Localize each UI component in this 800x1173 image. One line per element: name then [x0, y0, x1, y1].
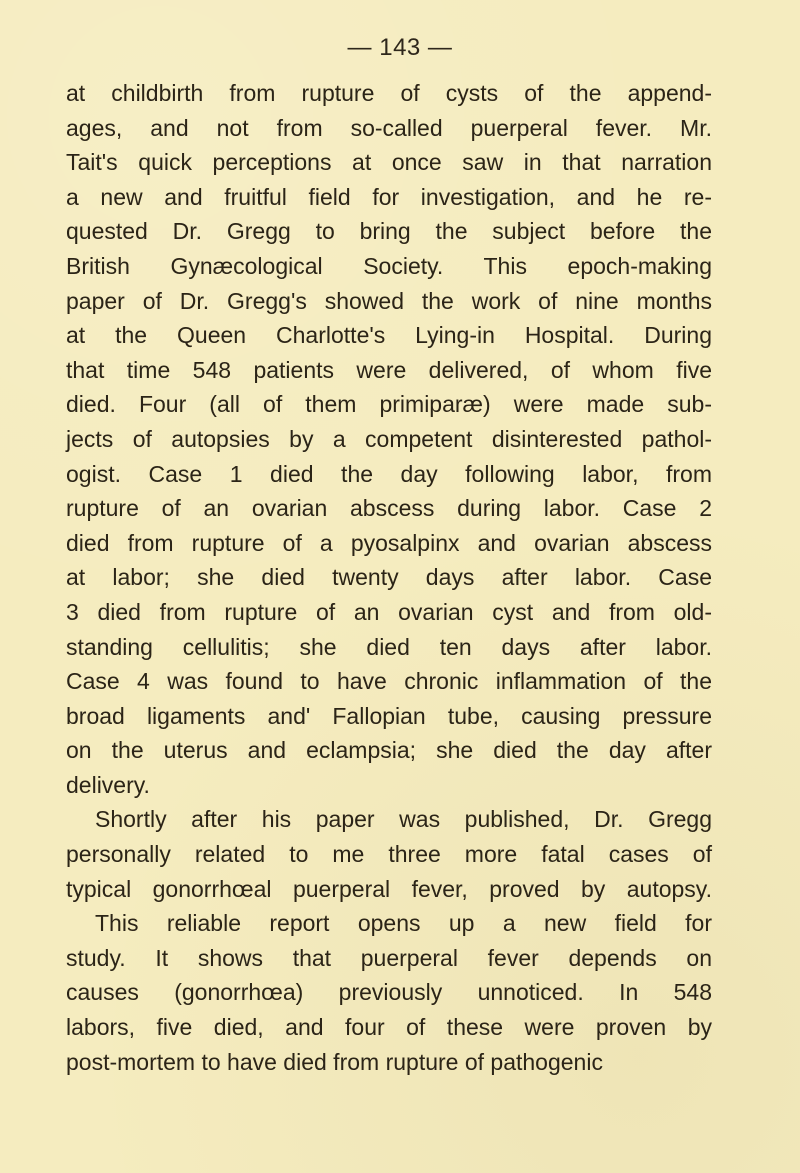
text-line-3: Tait's quick perceptions at once saw in that narration: [66, 149, 712, 176]
page-number: — 143 —: [347, 34, 453, 61]
text-line-8: at the Queen Charlotte's Lying-in Hospital. During: [66, 322, 712, 349]
text-line-13: rupture of an ovarian abscess during labor. Case 2: [66, 495, 712, 522]
text-line-11: jects of autopsies by a competent disinterested pathol-: [66, 425, 712, 452]
text-line-18: Case 4 was found to have chronic inflammation of the: [66, 668, 712, 695]
text-line-16: 3 died from rupture of an ovarian cyst and from old-: [66, 598, 712, 625]
text-line-19: broad ligaments and' Fallopian tube, causing pressure: [66, 702, 712, 729]
text-line-9: that time 548 patients were delivered, of whom five: [66, 356, 712, 383]
text-line-26: study. It shows that puerperal fever depends on: [66, 944, 712, 971]
text-line-4: a new and fruitful field for investigation, and he re-: [66, 183, 712, 210]
text-line-27: causes (gonorrhœa) previously unnoticed. In 548: [66, 979, 712, 1006]
text-line-25: This reliable report opens up a new field for: [95, 910, 712, 937]
text-line-12: ogist. Case 1 died the day following labor, from: [66, 460, 712, 487]
text-line-10: died. Four (all of them primiparæ) were made sub-: [66, 391, 712, 418]
text-line-22: Shortly after his paper was published, Dr. Gregg: [95, 806, 712, 833]
text-line-7: paper of Dr. Gregg's showed the work of nine months: [66, 287, 712, 314]
text-line-5: quested Dr. Gregg to bring the subject before the: [66, 218, 712, 245]
text-line-28: labors, five died, and four of these were proven by: [66, 1014, 712, 1041]
text-line-23: personally related to me three more fatal cases of: [66, 841, 712, 868]
text-line-15: at labor; she died twenty days after labor. Case: [66, 564, 712, 591]
text-line-6: British Gynæcological Society. This epoch-making: [66, 252, 712, 279]
text-line-2: ages, and not from so-called puerperal fever. Mr.: [66, 114, 712, 141]
text-line-21: delivery.: [66, 771, 150, 798]
text-line-1: at childbirth from rupture of cysts of the append-: [66, 80, 712, 106]
text-line-20: on the uterus and eclampsia; she died the day after: [66, 737, 712, 764]
page-text: [66, 76, 712, 1079]
text-line-14: died from rupture of a pyosalpinx and ovarian abscess: [66, 529, 712, 556]
text-line-17: standing cellulitis; she died ten days after labor.: [66, 633, 712, 660]
text-line-24: typical gonorrhœal puerperal fever, proved by autopsy.: [66, 875, 712, 902]
text-line-29: post-mortem to have died from rupture of pathogenic: [66, 1048, 603, 1075]
